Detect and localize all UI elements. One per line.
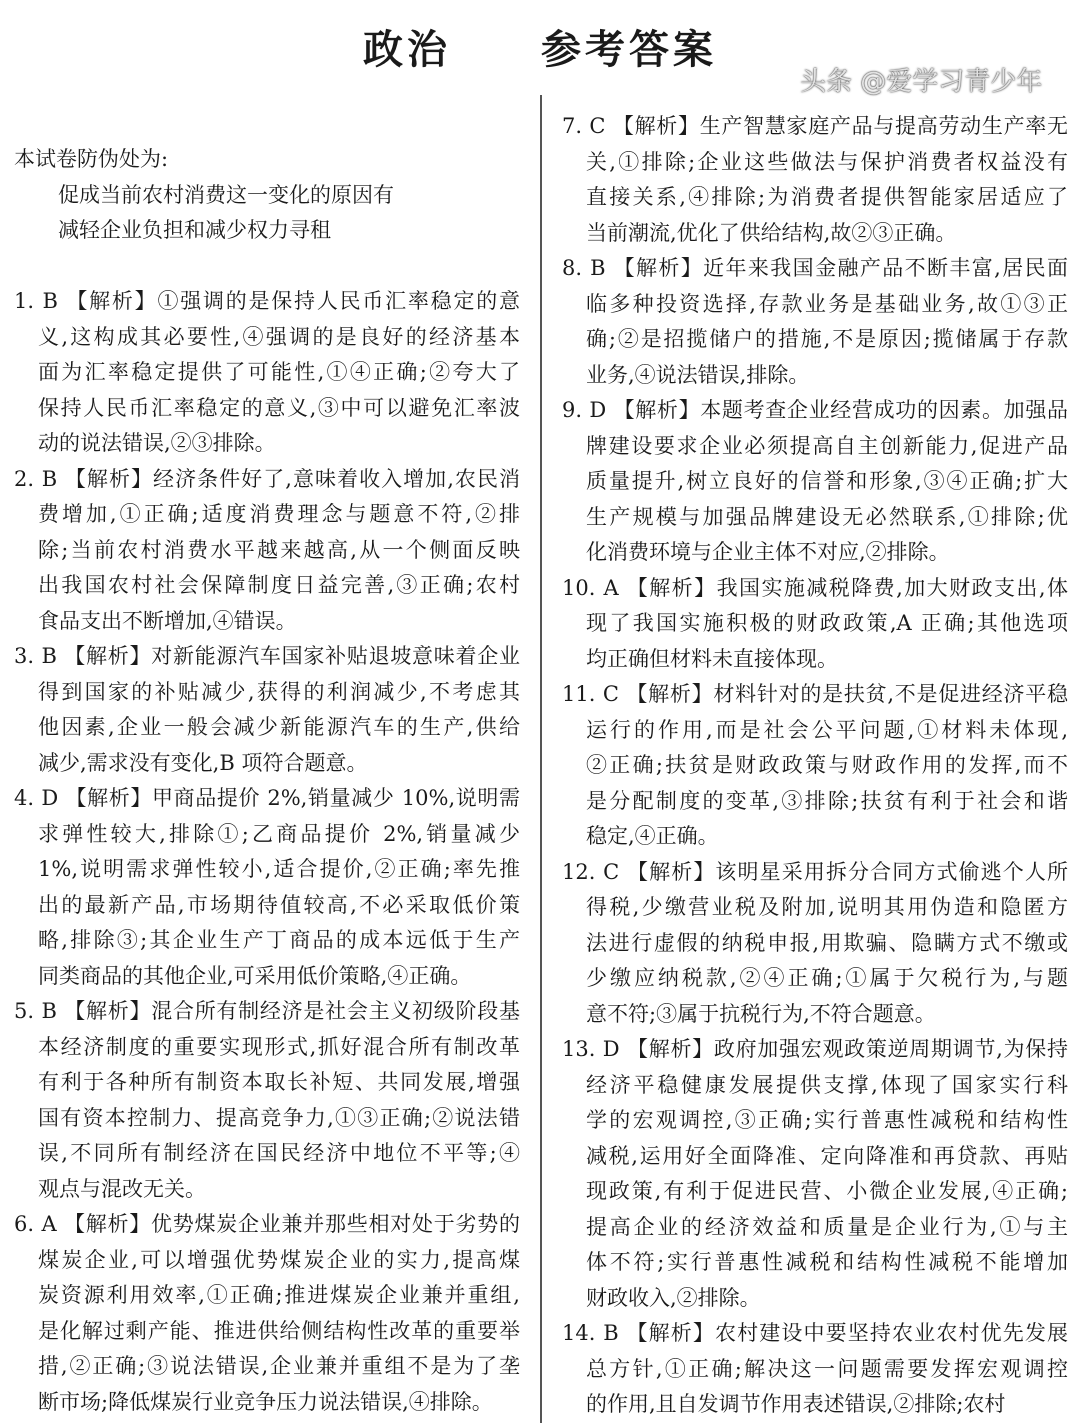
answer-line: 法进行虚假的纳税申报,用欺骗、隐瞒方式不缴或 [586, 930, 1068, 955]
answer-line: 14. B 【解析】农村建设中要坚持农业农村优先发展 [562, 1321, 1068, 1345]
answer-line: 6. A 【解析】优势煤炭企业兼并那些相对处于劣势的 [14, 1212, 520, 1236]
answer-line: 措,②正确;③说法错误,企业兼并重组不是为了垄 [38, 1354, 520, 1378]
answer-line: 牌建设要求企业必须提高自主创新能力,促进产品 [586, 433, 1068, 458]
answer-line: 均正确但材料未直接体现。 [586, 646, 838, 671]
answer-line: 确;②是招揽储户的措施,不是原因;揽储属于存款 [586, 327, 1068, 351]
answer-line: 是分配制度的变革,③排除;扶贫有利于社会和谐 [586, 788, 1068, 813]
anti-counterfeit-note [14, 142, 394, 249]
subject-title: 政治 [363, 27, 451, 73]
answer-line: 体不符;实行普惠性减税和结构性减税不能增加 [586, 1250, 1068, 1274]
intro-line: 促成当前农村消费这一变化的原因有 [58, 182, 394, 207]
answer-line: 提高企业的经济效益和质量是企业行为,①与主 [586, 1214, 1068, 1239]
answer-line: 10. A 【解析】我国实施减税降费,加大财政支出,体 [562, 575, 1068, 600]
answer-item [562, 1316, 1068, 1423]
answer-line: 13. D 【解析】政府加强宏观政策逆周期调节,为保持 [562, 1037, 1068, 1061]
answer-line: 现了我国实施积极的财政政策,A 正确;其他选项 [586, 611, 1068, 635]
answer-item [14, 781, 520, 994]
answer-line: 同类商品的其他企业,可采用低价策略,④正确。 [38, 963, 472, 988]
answer-line: 11. C 【解析】材料针对的是扶贫,不是促进经济平稳 [562, 682, 1068, 706]
answer-item [562, 571, 1068, 678]
answer-line: 本经济制度的重要实现形式,抓好混合所有制改革 [38, 1034, 520, 1059]
answer-item [14, 994, 520, 1207]
answer-line: 当前潮流,优化了供给结构,故②③正确。 [586, 220, 957, 245]
left-column [14, 284, 520, 1420]
answer-line: 5. B 【解析】混合所有制经济是社会主义初级阶段基 [14, 999, 520, 1023]
answer-item [14, 1207, 520, 1420]
answer-line: 2. B 【解析】经济条件好了,意味着收入增加,农民消 [14, 466, 520, 491]
column-divider [540, 95, 542, 1423]
answer-line: 求弹性较大,排除①;乙商品提价 2%,销量减少 [38, 821, 520, 846]
answer-line: 义,这构成其必要性,④强调的是良好的经济基本 [38, 324, 520, 349]
answer-line: ②正确;扶贫是财政政策与财政作用的发挥,而不 [586, 753, 1068, 777]
answer-line: 的作用,且自发调节作用表述错误,②排除;农村 [586, 1392, 1006, 1416]
answer-line: 8. B 【解析】近年来我国金融产品不断丰富,居民面 [562, 256, 1068, 280]
answer-line: 出我国农村社会保障制度日益完善,③正确;农村 [38, 573, 520, 597]
answer-line: 减税,运用好全面降准、定向降准和再贷款、再贴 [586, 1143, 1068, 1168]
answer-line: 直接关系,④排除;为消费者提供智能家居适应了 [586, 185, 1068, 209]
answer-line: 3. B 【解析】对新能源汽车国家补贴退坡意味着企业 [14, 644, 520, 668]
answer-heading: 参考答案 [541, 27, 717, 73]
answer-line: 炭资源利用效率,①正确;推进煤炭企业兼并重组, [38, 1283, 520, 1307]
answer-line: 观点与混改无关。 [38, 1176, 206, 1201]
answer-line: 意不符;③属于抗税行为,不符合题意。 [586, 1001, 936, 1026]
answer-line: 是化解过剩产能、推进供给侧结构性改革的重要举 [38, 1318, 520, 1343]
answer-line: 7. C 【解析】生产智慧家庭产品与提高劳动生产率无 [562, 114, 1068, 138]
answer-item [562, 855, 1068, 1033]
answer-line: 现政策,有利于促进民营、小微企业发展,④正确; [586, 1179, 1068, 1203]
answer-line: 临多种投资选择,存款业务是基础业务,故①③正 [586, 291, 1068, 316]
answer-line: 1. B 【解析】①强调的是保持人民币汇率稳定的意 [14, 289, 520, 313]
answer-line: 煤炭企业,可以增强优势煤炭企业的实力,提高煤 [38, 1247, 520, 1272]
answer-line: 略,排除③;其企业生产丁商品的成本远低于生产 [38, 928, 520, 952]
answer-item [562, 677, 1068, 855]
answer-line: 化消费环境与企业主体不对应,②排除。 [586, 540, 950, 564]
answer-item [562, 251, 1068, 393]
answer-line: 动的说法错误,②③排除。 [38, 431, 276, 455]
answer-line: 断市场;降低煤炭行业竞争压力说法错误,④排除。 [38, 1389, 493, 1414]
answer-line: 业务,④说法错误,排除。 [586, 362, 810, 387]
answer-item [14, 284, 520, 462]
answer-line: 除;当前农村消费水平越来越高,从一个侧面反映 [38, 537, 520, 562]
answer-line: 12. C 【解析】该明星采用拆分合同方式偷逃个人所 [562, 859, 1068, 884]
answer-item [14, 639, 520, 781]
answer-item [562, 393, 1068, 571]
answer-line: 总方针,①正确;解决这一问题需要发挥宏观调控 [586, 1356, 1068, 1381]
answer-line: 食品支出不断增加,④错误。 [38, 608, 297, 633]
answer-line: 1%,说明需求弹性较小,适合提价,②正确;率先推 [38, 857, 520, 881]
answer-line: 减少,需求没有变化,B 项符合题意。 [38, 750, 368, 775]
answer-line: 他因素,企业一般会减少新能源汽车的生产,供给 [38, 715, 520, 739]
answer-line: 4. D 【解析】甲商品提价 2%,销量减少 10%,说明需 [14, 786, 520, 810]
answer-item [562, 1032, 1068, 1316]
intro-line: 减轻企业负担和减少权力寻租 [58, 218, 331, 242]
answer-line: 生产规模与加强品牌建设无必然联系,①排除;优 [586, 504, 1068, 529]
answer-item [14, 462, 520, 640]
answer-line: 财政收入,②排除。 [586, 1285, 761, 1310]
answer-item [562, 109, 1068, 251]
answer-line: 运行的作用,而是社会公平问题,①材料未体现, [586, 717, 1068, 742]
answer-line: 9. D 【解析】本题考查企业经营成功的因素。加强品 [562, 398, 1068, 422]
answer-line: 有利于各种所有制资本取长补短、共同发展,增强 [38, 1070, 520, 1094]
answer-line: 得到国家的补贴减少,获得的利润减少,不考虑其 [38, 679, 520, 704]
answer-line: 出的最新产品,市场期待值较高,不必采取低价策 [38, 892, 520, 917]
answer-line: 面为汇率稳定提供了可能性,①④正确;②夸大了 [38, 360, 520, 384]
answer-line: 经济平稳健康发展提供支撑,体现了国家实行科 [586, 1072, 1068, 1097]
answer-line: 误,不同所有制经济在国民经济中地位不平等;④ [38, 1141, 520, 1165]
answer-line: 费增加,①正确;适度消费理念与题意不符,②排 [38, 502, 520, 526]
answer-line: 国有资本控制力、提高竞争力,①③正确;②说法错 [38, 1105, 520, 1130]
answer-line: 得税,少缴营业税及附加,说明其用伪造和隐匿方 [586, 895, 1068, 919]
intro-label: 本试卷防伪处为: [14, 147, 169, 171]
watermark: 头条 @爱学习青少年 [800, 67, 1043, 97]
answer-line: 少缴应纳税款,②④正确;①属于欠税行为,与题 [586, 966, 1068, 990]
answer-line: 保持人民币汇率稳定的意义,③中可以避免汇率波 [38, 395, 520, 420]
right-column [562, 109, 1068, 1423]
answer-line: 质量提升,树立良好的信誉和形象,③④正确;扩大 [586, 469, 1068, 493]
answer-line: 学的宏观调控,③正确;实行普惠性减税和结构性 [586, 1108, 1068, 1132]
answer-line: 关,①排除;企业这些做法与保护消费者权益没有 [586, 149, 1068, 174]
answer-line: 稳定,④正确。 [586, 824, 719, 848]
